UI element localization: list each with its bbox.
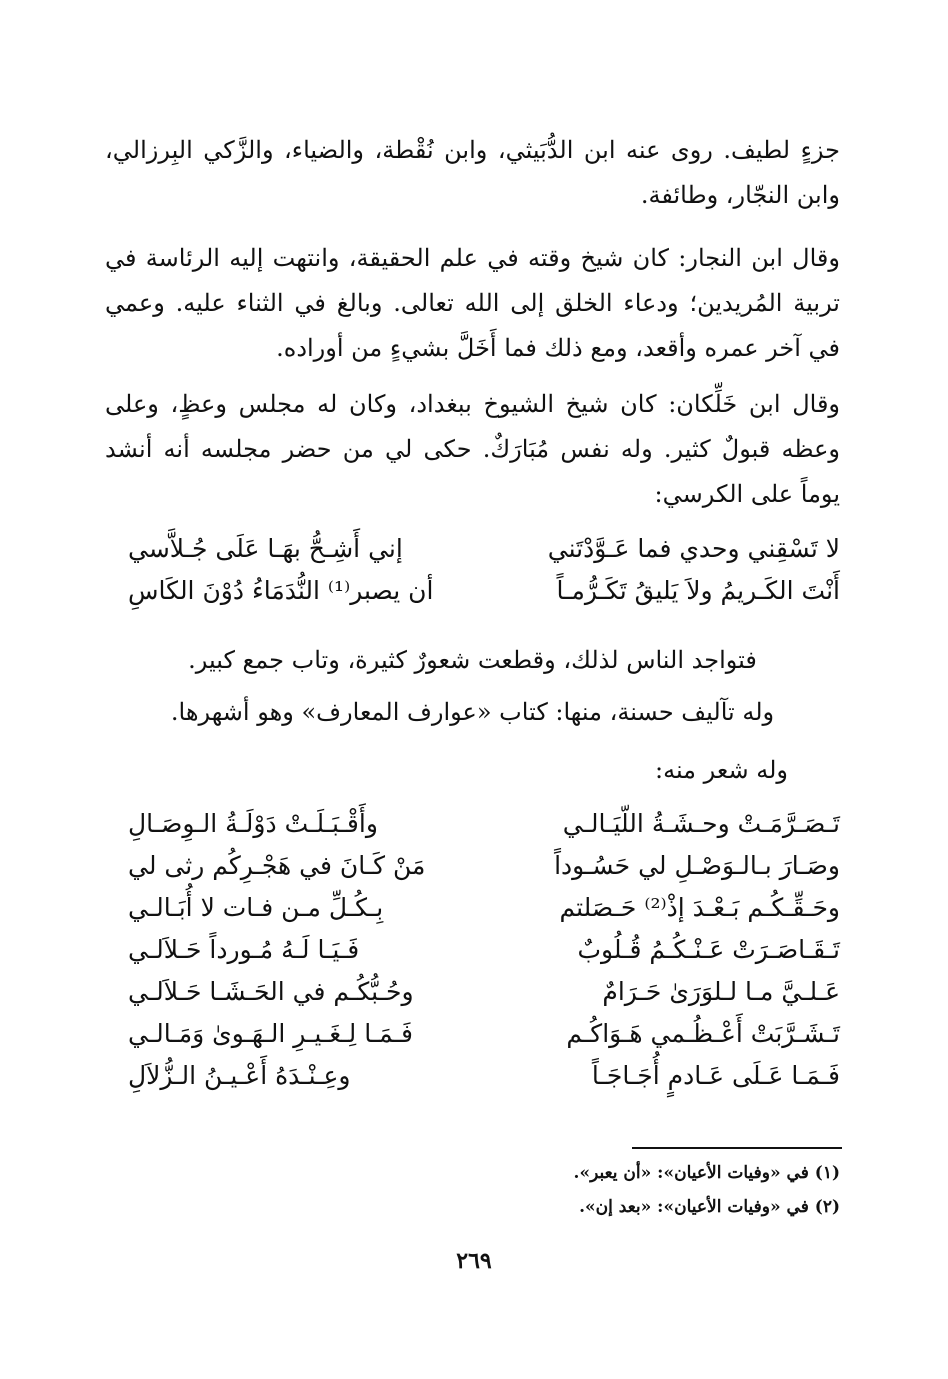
verse-line — [128, 845, 840, 887]
hemistich-first: تَـشَـرَّبَتْ أَعْـظُـمي هَـوَاكُـم — [566, 1019, 840, 1048]
poem-1 — [128, 528, 840, 612]
verse-line — [128, 528, 840, 570]
text-line-2: وله تآليف حسنة، منها: كتاب «عوارف المعارف» وهو أشهرها. — [170, 698, 775, 726]
hemistich-first: تَـقَـاصَـرَتْ عَـنْـكُـمُ قُـلُوبٌ — [577, 935, 840, 964]
hemistich-second: إني أَشِـحُّ بهَـا عَلَى جُـلاَّسي — [128, 534, 403, 563]
hemistich-first: لا تَسْقِني وحدي فما عَـوَّدْتَني — [547, 534, 840, 563]
verse-line — [128, 570, 840, 612]
hemistich-second: وحُـبُّكُـم في الحَـشَـا حَـلاَلـي — [128, 977, 414, 1006]
verse-line — [128, 1055, 840, 1097]
hemistich-second: وأَقْـبَـلَـتْ دَوْلَـةُ الـوِصَـالِ — [128, 809, 378, 838]
paragraph-2: وقال ابن النجار: كان شيخ وقته في علم الحقيقة، وانتهت إليه الرئاسة في تربية المُريدين؛ ودعاء الخلق إلى الله تعالى. وبالغ في الثناء عليه. وعمي في آخر عمره وأقعد، ومع ذلك فما أَخَلَّ بشيءٍ من أوراده. — [105, 244, 840, 362]
hemistich-second: فَـيَـا لَـهُ مُـورداً حَـلاَلـي — [128, 935, 360, 964]
footnote-divider — [632, 1147, 842, 1149]
page-number: ٢٦٩ — [456, 1248, 492, 1274]
hemistich-second: وعِـنْـدَهُ أَعْـيـنُ الـزُّلاَلِ — [128, 1061, 351, 1090]
hemistich-first: وصَـارَ بـالـوَصْـلِ لي حَسُـوداً — [554, 851, 840, 880]
text-line-1: فتواجد الناس لذلك، وقطعت شعورٌ كثيرة، وتاب جمع كبير. — [188, 646, 757, 674]
paragraph-3: وقال ابن خَلِّكان: كان شيخ الشيوخ ببغداد، وكان له مجلس وعظٍ، وعلى وعظه قبولٌ كثير. وله نفس مُبَارَكٌ. حكى لي من حضر مجلسه أنه أنشد يوماً على الكرسي: — [105, 390, 840, 508]
hemistich-first: عَـلـيَّ مـا لـلوَرَىٰ حَـرَامٌ — [602, 977, 840, 1006]
poem-2 — [128, 803, 840, 1097]
verse-line — [128, 1013, 840, 1055]
hemistich-second: فَـمَـا لِـغَـيـرِ الـهَـوىٰ وَمَـالـي — [128, 1019, 413, 1048]
hemistich-second: بِـكُـلِّ مـن فـات لا أُبَـالـي — [128, 893, 384, 922]
hemistich-first: وحَـقِّـكُـم بَـعْـدَ إذْ⁽²⁾ حَـصَلتم — [559, 893, 840, 922]
hemistich-second: أن يصبر⁽¹⁾ النُّدَمَاءُ دُوْنَ الكَاسِ — [128, 576, 434, 605]
hemistich-first: فَـمَـا عَـلَى عَـادمٍ أُجَـاجَـاً — [591, 1061, 840, 1090]
verse-line — [128, 929, 840, 971]
verse-line — [128, 971, 840, 1013]
footnote-1: (١) في «وفيات الأعيان»: «أن يعبر». — [573, 1163, 840, 1183]
verse-line — [128, 887, 840, 929]
text-line-3: وله شعر منه: — [654, 756, 788, 784]
hemistich-second: مَنْ كَـانَ في هَجْـرِكُم رثى لي — [128, 851, 426, 880]
verse-line — [128, 803, 840, 845]
footnote-2: (٢) في «وفيات الأعيان»: «بعد إن». — [579, 1197, 840, 1217]
hemistich-first: أَنْتَ الكَـريمُ ولاَ يَليقُ تَكَـرُّمـاً — [556, 576, 840, 605]
hemistich-first: تَـصَـرَّمَـتْ وحـشَـةُ اللّيَـالـي — [562, 809, 840, 838]
paragraph-1: جزءٍ لطيف. روى عنه ابن الدُّبَيثي، وابن نُقْطة، والضياء، والزَّكي البِرزالي، وابن النجّار، وطائفة. — [105, 136, 840, 209]
